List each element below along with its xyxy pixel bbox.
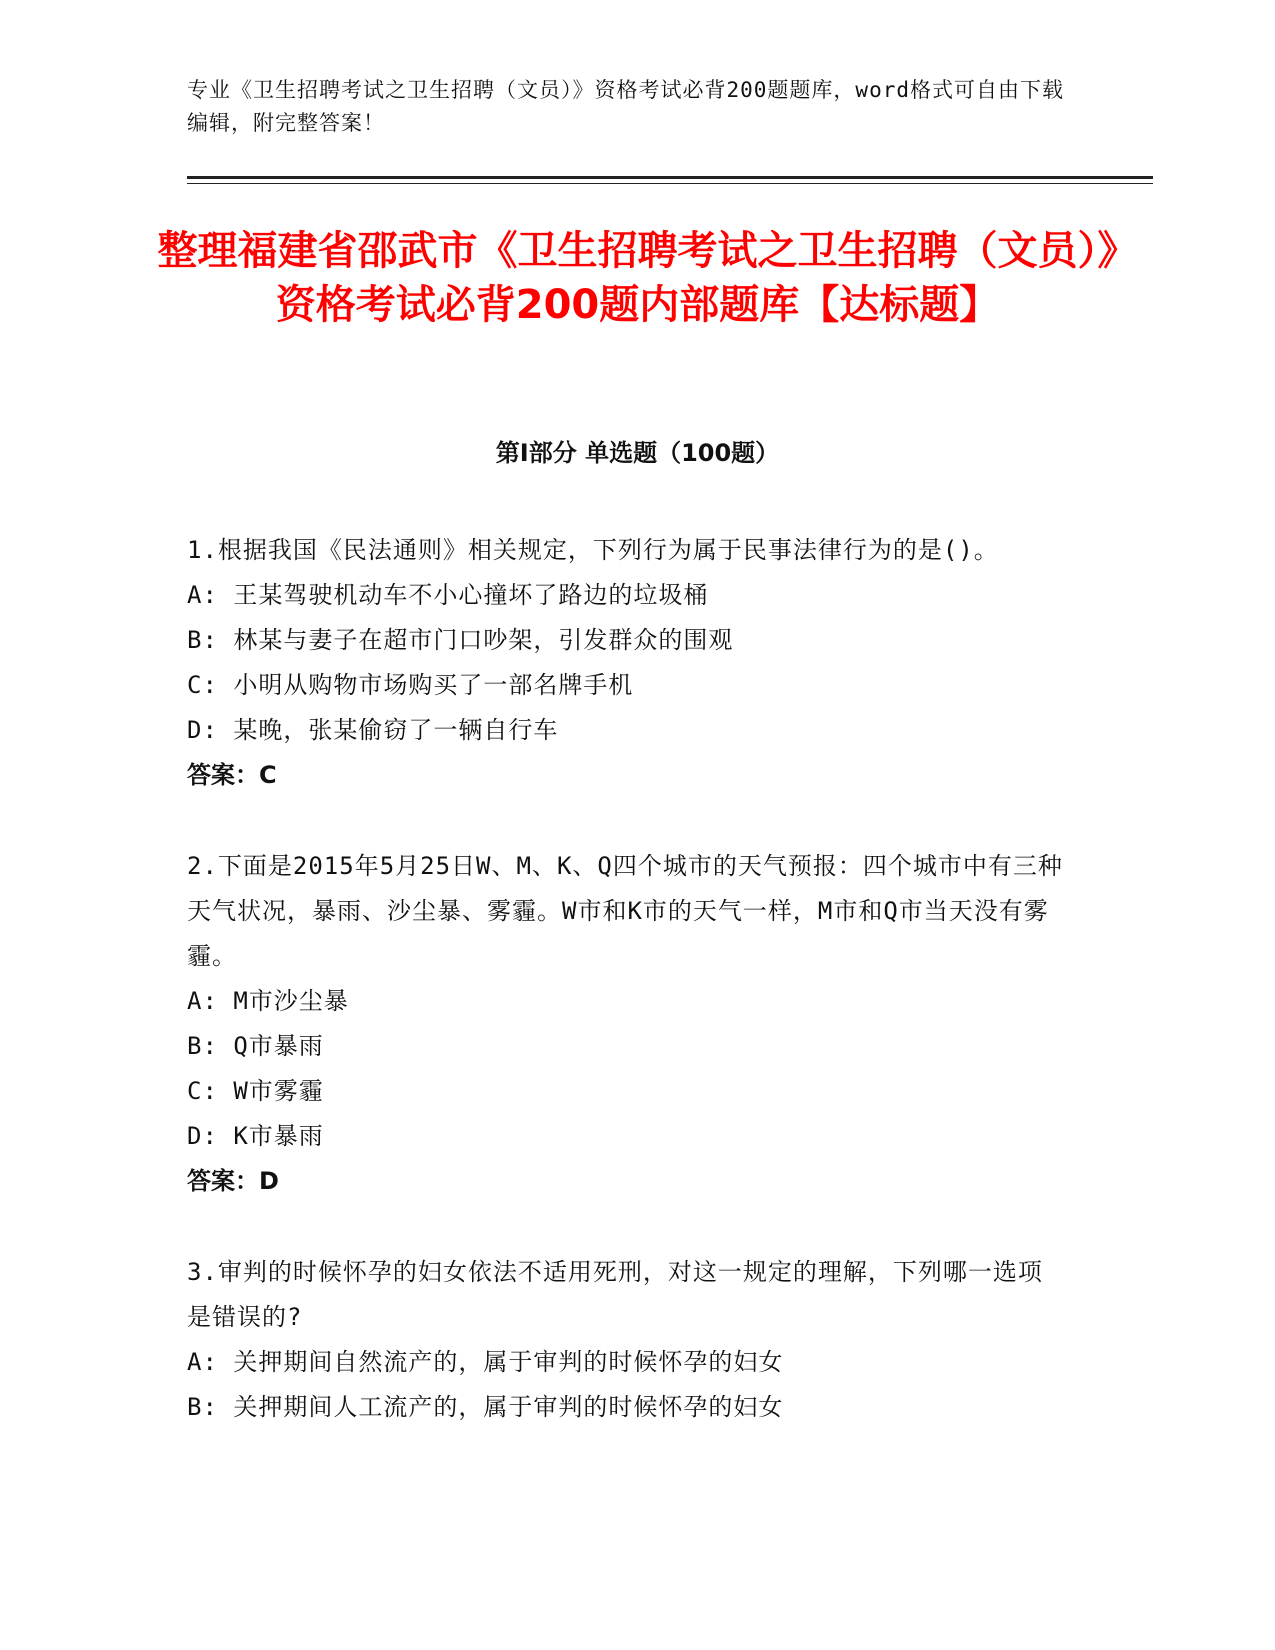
header-rule-thick: [187, 176, 1153, 179]
option-a: A: M市沙尘暴: [187, 987, 349, 1015]
option-b: B: 林某与妻子在超市门口吵架，引发群众的围观: [187, 626, 734, 654]
option-d: D: 某晚，张某偷窃了一辆自行车: [187, 716, 559, 744]
option-d: D: K市暴雨: [187, 1122, 324, 1150]
document-title: 整理福建省邵武市《卫生招聘考试之卫生招聘（文员）》资格考试必背200题内部题库【达标题】: [157, 228, 1118, 328]
question-1: [187, 528, 1067, 798]
option-c: C: W市雾霾: [187, 1077, 324, 1105]
question-3: [187, 1250, 1067, 1430]
question-stem: 3.审判的时候怀孕的妇女依法不适用死刑，对这一规定的理解，下列哪一选项是错误的?: [187, 1258, 1043, 1331]
section-heading: 第Ⅰ部分 单选题（100题）: [495, 439, 780, 467]
option-b: B: Q市暴雨: [187, 1032, 324, 1060]
option-b: B: 关押期间人工流产的，属于审判的时候怀孕的妇女: [187, 1393, 784, 1421]
option-a: A: 关押期间自然流产的，属于审判的时候怀孕的妇女: [187, 1348, 784, 1376]
question-stem: 2.下面是2015年5月25日W、M、K、Q四个城市的天气预报：四个城市中有三种天气状况，暴雨、沙尘暴、雾霾。W市和K市的天气一样，M市和Q市当天没有雾霾。: [187, 852, 1063, 970]
option-c: C: 小明从购物市场购买了一部名牌手机: [187, 671, 634, 699]
question-stem: 1.根据我国《民法通则》相关规定，下列行为属于民事法律行为的是()。: [187, 536, 999, 564]
answer-line: 答案：C: [187, 761, 277, 789]
option-a: A: 王某驾驶机动车不小心撞坏了路边的垃圾桶: [187, 581, 709, 609]
question-list: [187, 528, 1067, 1476]
question-2: [187, 844, 1067, 1204]
answer-line: 答案：D: [187, 1167, 279, 1195]
header-rule-thin: [187, 183, 1153, 184]
intro-text: 专业《卫生招聘考试之卫生招聘（文员）》资格考试必背200题题库，word格式可自由下载编辑，附完整答案！: [187, 78, 1064, 135]
